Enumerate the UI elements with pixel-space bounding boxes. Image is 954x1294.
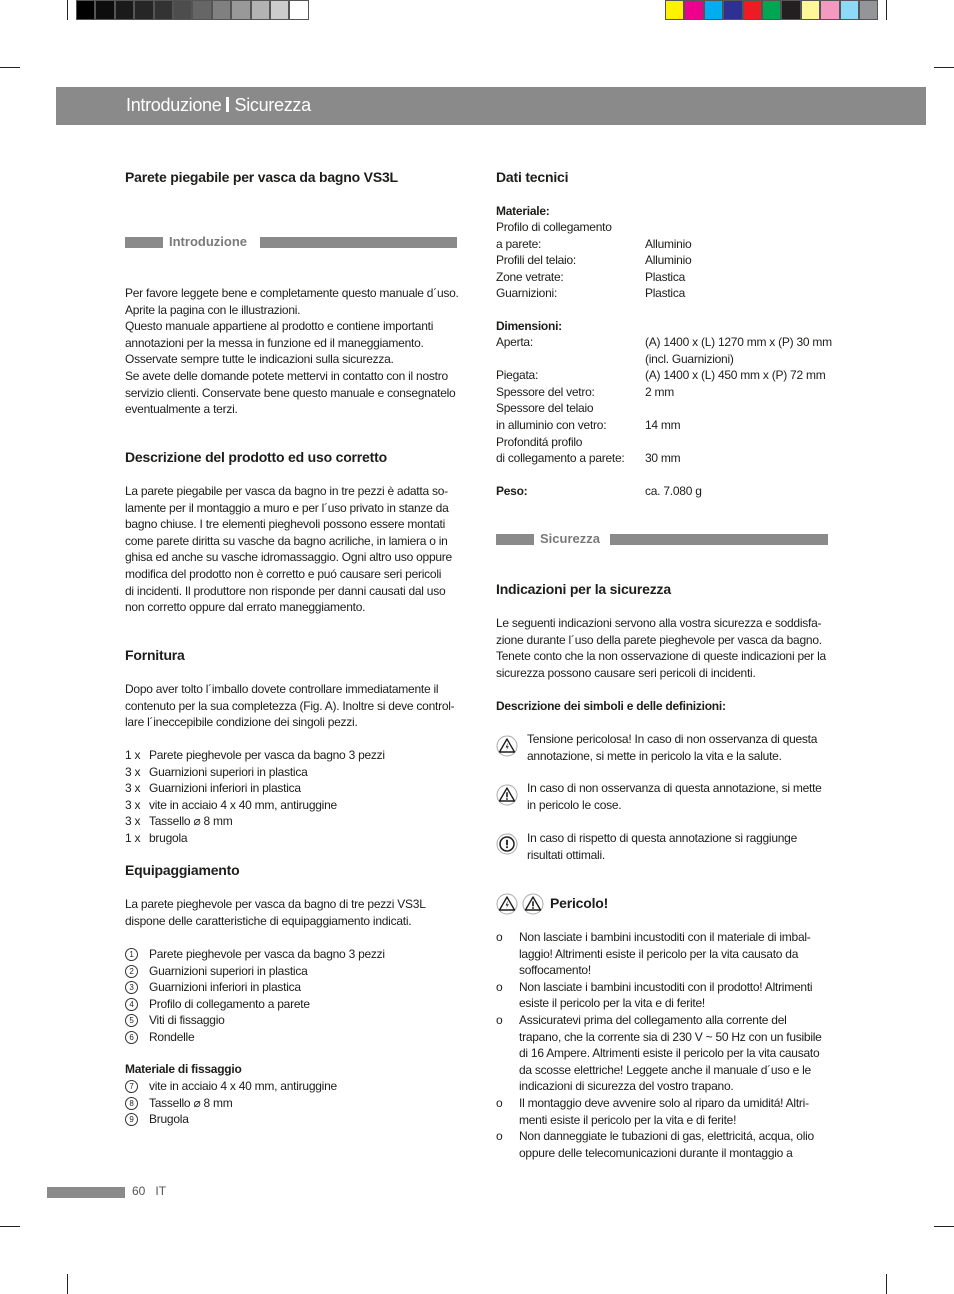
fornitura-qty: 3 x [125,781,141,796]
fornitura-paragraph [125,681,454,731]
text-line: bagno chiuse. I tre elementi pieghevoli possono essere montati [125,517,446,532]
text-line: risultati ottimali. [527,847,605,862]
section-header-bar [56,87,926,125]
equip-heading: Equipaggiamento [125,862,240,878]
section-bar-right [260,237,457,248]
exclamation-circle-icon [496,833,518,855]
spec-key: Zone vetrate: [496,269,564,284]
spec-value: (A) 1400 x (L) 450 mm x (P) 72 mm [645,368,826,383]
danger-bullet-line: indicazioni di sicurezza del vostro trapano. [519,1079,734,1094]
language-code: IT [155,1184,167,1198]
text-line: In caso di rispetto di questa annotazione si raggiunge [527,831,798,845]
fornitura-qty: 1 x [125,748,141,762]
text-line: Questo manuale appartiene al prodotto e contiene importanti [125,319,434,334]
gray-swatch [115,0,134,20]
text-line: In caso di non osservanza di questa annotazione, si mette [527,781,822,795]
color-swatch [820,0,839,20]
warning-triangle-icon [496,784,518,806]
dimensioni-label: Dimensioni: [496,319,562,333]
equip-number [125,946,138,963]
gray-swatch [192,0,211,20]
text-line: lare l´ineccepibile condizione dei singoli pezzi. [125,715,358,730]
fornitura-item: Guarnizioni inferiori in plastica [149,781,301,796]
fornitura-item: vite in acciaio 4 x 40 mm, antiruggine [149,797,337,812]
circled-number: 2 [125,965,138,978]
bullet-marker: o [496,1013,503,1027]
gray-swatch [289,0,308,20]
spec-value: 2 mm [645,384,674,399]
danger-bullet-line: da scosse elettriche! Leggete anche il manuale d´uso e le [519,1062,811,1077]
peso-label: Peso: [496,484,528,498]
text-line: lamente per il montaggio a muro e per l´uso privato in stanze da [125,500,449,515]
symbol-warning-text [527,780,822,813]
fix-item: vite in acciaio 4 x 40 mm, antiruggine [149,1079,337,1093]
danger-bullet-line: menti esiste il pericolo per la vita e di ferite! [519,1112,737,1127]
danger-bullet-line: soffocamento! [519,963,591,978]
fornitura-item: Parete pieghevole per vasca da bagno 3 pezzi [149,748,385,762]
danger-bullet-line: esiste il pericolo per la vita e di ferite! [519,996,706,1011]
text-line: annotazione, si mette in pericolo la vita e la salute. [527,748,782,763]
spec-key: Guarnizioni: [496,286,558,301]
text-line: in pericolo le cose. [527,797,622,812]
color-swatch [743,0,762,20]
spec-value: 30 mm [645,451,681,466]
bullet-marker: o [496,930,503,944]
section-bar-right [610,534,828,545]
warning-triangle-icon [522,893,544,915]
circled-number: 8 [125,1097,138,1110]
danger-bullet-line: Non danneggiate le tubazioni di gas, elettricitá, acqua, olio [519,1129,814,1144]
color-swatch [762,0,781,20]
spec-key: Piegata: [496,368,539,383]
text-line: Osservate sempre tutte le indicazioni sulla sicurezza. [125,352,394,367]
spec-value: Alluminio [645,236,692,251]
section-bar-sicurezza [496,533,828,546]
color-swatch [840,0,859,20]
materiale-label: Materiale: [496,204,550,218]
danger-bullet-line: Assicuratevi prima del collegamento alla corrente del [519,1013,787,1027]
text-line: Per favore leggete bene e completamente questo manuale d´uso. [125,286,459,300]
high-voltage-warning-icon [496,735,518,757]
safety-heading: Indicazioni per la sicurezza [496,581,671,597]
high-voltage-warning-icon [496,893,518,915]
color-swatch [704,0,723,20]
section-bar-title: Sicurezza [540,531,600,546]
danger-bullet-line: oppure delle telecomunicazioni durante il montaggio a [519,1145,793,1160]
color-swatch [684,0,703,20]
header-separator [226,97,229,112]
color-swatch [723,0,742,20]
safety-paragraph [496,615,826,681]
equip-item: Rondelle [149,1030,195,1044]
spec-key: di collegamento a parete: [496,451,625,466]
text-line: Aprite la pagina con le illustrazioni. [125,302,301,317]
color-swatch [781,0,800,20]
text-line: La parete pieghevole per vasca da bagno di tre pezzi VS3L [125,897,426,911]
danger-bullet-line: di 16 Ampere. Altrimenti esiste il pericolo per la vita causato [519,1046,820,1061]
desc-heading: Descrizione del prodotto ed uso corretto [125,449,387,465]
text-line: non corretto oppure dal errato maneggiamento. [125,600,366,615]
equip-number [125,963,138,980]
text-line: Se avete delle domande potete mettervi in contatto con il nostro [125,368,448,383]
text-line: Dopo aver tolto l´imballo dovete controllare immediatamente il [125,682,439,696]
circled-number: 1 [125,948,138,961]
danger-bullet-line: Non lasciate i bambini incustoditi con il materiale di imbal- [519,930,811,944]
gray-swatch [270,0,289,20]
gray-swatch [173,0,192,20]
symbol-voltage-text [527,731,817,764]
fix-number [125,1095,138,1112]
fix-number [125,1078,138,1095]
fornitura-qty: 3 x [125,814,141,829]
text-line: dispone delle caratteristiche di equipaggiamento indicati. [125,913,412,928]
danger-bullet-line: Non lasciate i bambini incustoditi con il prodotto! Altrimenti [519,979,813,994]
equip-number [125,1029,138,1046]
text-line: di incidenti. Il produttore non risponde per danni causati dal uso [125,583,446,598]
equip-number [125,996,138,1013]
spec-key: in alluminio con vetro: [496,418,607,432]
gray-swatch [134,0,153,20]
fornitura-item: Guarnizioni superiori in plastica [149,764,308,779]
text-line: annotazioni per la messa in funzione ed il maneggiamento. [125,335,424,350]
equip-paragraph [125,896,426,929]
tech-heading: Dati tecnici [496,169,569,185]
symbol-info-text [527,830,797,863]
peso-value: ca. 7.080 g [645,484,702,498]
circled-number: 5 [125,1014,138,1027]
spec-key: a parete: [496,236,542,251]
danger-bullet-line: trapano, che la corrente sia di 230 V ~ 50 Hz con un fusibile [519,1029,822,1044]
fornitura-item: brugola [149,831,188,845]
color-swatch [859,0,878,20]
gray-swatch [76,0,95,20]
fornitura-qty: 3 x [125,764,141,779]
page-number: 60 [132,1184,146,1198]
fix-number [125,1111,138,1128]
danger-label: Pericolo! [550,895,609,911]
text-line: zione durante l´uso della parete pieghevole per vasca da bagno. [496,632,822,647]
text-line: sicurezza possono causare seri pericoli di incidenti. [496,665,756,680]
spec-value: Plastica [645,286,686,301]
fornitura-qty: 3 x [125,797,141,812]
text-line: contenuto per la sua completezza (Fig. A). Inoltre si deve control- [125,698,455,713]
spec-value: (incl. Guarnizioni) [645,351,734,366]
equip-item: Parete pieghevole per vasca da bagno 3 pezzi [149,947,385,961]
section-bar-left [125,237,163,248]
spec-key: Profili del telaio: [496,253,576,268]
intro-paragraph [125,285,459,418]
equip-item: Guarnizioni superiori in plastica [149,963,308,978]
danger-bullet-line: laggio! Altrimenti esiste il pericolo per la vita causato da [519,946,799,961]
product-title: Parete piegabile per vasca da bagno VS3L [125,169,398,185]
footer-text [132,1184,166,1198]
gray-swatch [231,0,250,20]
bullet-marker: o [496,979,503,994]
text-line: servizio clienti. Conservate bene questo manuale e consegnatelo [125,385,456,400]
fornitura-item: Tassello ⌀ 8 mm [149,814,233,829]
spec-value: 14 mm [645,418,681,432]
color-swatch [801,0,820,20]
gray-swatch [95,0,114,20]
text-line: La parete piegabile per vasca da bagno in tre pezzi è adatta so- [125,484,448,498]
fix-item: Tassello ⌀ 8 mm [149,1095,233,1110]
spec-value: (A) 1400 x (L) 1270 mm x (P) 30 mm [645,335,832,349]
bullet-marker: o [496,1096,503,1110]
header-title [126,95,311,116]
section-bar-title: Introduzione [169,234,247,249]
spec-value: Plastica [645,269,686,284]
header-title-left: Introduzione [126,95,222,115]
fix-heading: Materiale di fissaggio [125,1062,242,1076]
spec-key: Spessore del telaio [496,401,594,416]
text-line: Le seguenti indicazioni servono alla vostra sicurezza e soddisfa- [496,616,822,630]
spec-value: Alluminio [645,253,692,268]
circled-number: 6 [125,1031,138,1044]
gray-swatch [154,0,173,20]
text-line: Tenete conto che la non osservazione di queste indicazioni per la [496,649,826,664]
gray-swatch [251,0,270,20]
text-line: Tensione pericolosa! In caso di non osservanza di questa [527,732,818,746]
spec-key: Spessore del vetro: [496,384,595,399]
equip-item: Guarnizioni inferiori in plastica [149,980,301,995]
section-bar-introduzione [125,236,457,249]
circled-number: 9 [125,1113,138,1126]
spec-key: Profilo di collegamento [496,220,612,234]
equip-item: Viti di fissaggio [149,1013,225,1028]
equip-item: Profilo di collegamento a parete [149,996,310,1011]
fornitura-qty: 1 x [125,831,141,845]
header-title-right: Sicurezza [234,95,311,115]
equip-number [125,1012,138,1029]
footer-bar [47,1187,125,1198]
text-line: come parete diritta su vasche da bagno acriliche, in lamiera o in [125,533,448,548]
section-bar-left [496,534,534,545]
desc-paragraph [125,483,452,616]
text-line: ghisa ed anche su vasche idromassaggio. Ogni altro uso oppure [125,550,452,565]
text-line: eventualmente a terzi. [125,402,238,417]
gray-swatch [212,0,231,20]
spec-key: Aperta: [496,335,533,349]
circled-number: 4 [125,998,138,1011]
text-line: modifica del prodotto non è corretto e puó causare seri pericoli [125,566,442,581]
circled-number: 7 [125,1080,138,1093]
circled-number: 3 [125,981,138,994]
bullet-marker: o [496,1129,503,1144]
spec-key: Profonditá profilo [496,434,583,449]
fix-item: Brugola [149,1112,189,1127]
equip-number [125,979,138,996]
danger-bullet-line: Il montaggio deve avvenire solo al riparo da umiditá! Altri- [519,1096,809,1110]
fornitura-heading: Fornitura [125,647,185,663]
symbols-heading: Descrizione dei simboli e delle definizioni: [496,699,726,713]
color-swatch [665,0,684,20]
